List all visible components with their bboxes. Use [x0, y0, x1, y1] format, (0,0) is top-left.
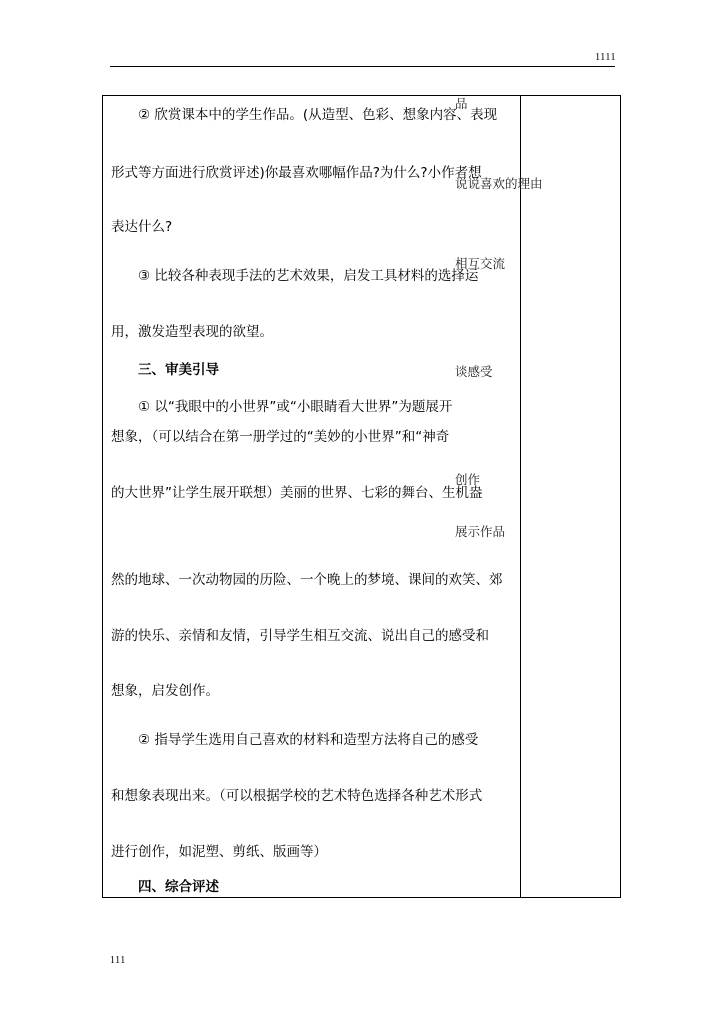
footer-page-number: 111 — [110, 955, 126, 966]
content-line: 想象，启发创作。 — [111, 683, 219, 699]
content-line: 游的快乐、亲情和友情，引导学生相互交流、说出自己的感受和 — [111, 628, 489, 644]
content-line: ② 指导学生选用自己喜欢的材料和造型方法将自己的感受 — [138, 732, 479, 748]
content-line: 的大世界”让学生展开联想）美丽的世界、七彩的舞台、生机盎 — [111, 485, 483, 501]
content-line: 想象，（可以结合在第一册学过的“美妙的小世界”和“神奇 — [111, 429, 450, 445]
note-item: 品 — [455, 96, 468, 111]
column-divider — [520, 96, 521, 897]
content-line: 形式等方面进行欣赏评述)你最喜欢哪幅作品?为什么?小作者想 — [111, 165, 482, 181]
content-line: ③ 比较各种表现手法的艺术效果，启发工具材料的选择运 — [138, 268, 479, 284]
note-item: 创作 — [455, 472, 481, 487]
header-page-number: 1111 — [595, 52, 616, 63]
section-heading: 四、综合评述 — [138, 879, 219, 895]
section-heading: 三、审美引导 — [138, 362, 219, 378]
content-line: 用，激发造型表现的欲望。 — [111, 324, 273, 340]
content-line: 然的地球、一次动物园的历险、一个晚上的梦境、课间的欢笑、郊 — [111, 572, 503, 588]
content-line: 表达什么? — [111, 219, 173, 235]
note-item: 相互交流 — [455, 256, 506, 271]
note-item: 谈感受 — [455, 364, 493, 379]
content-line: 进行创作，如泥塑、剪纸、版画等） — [111, 844, 327, 860]
note-item: 说说喜欢的理由 — [455, 176, 543, 191]
content-line: ② 欣赏课本中的学生作品。(从造型、色彩、想象内容、表现 — [138, 107, 498, 123]
content-line: 和想象表现出来。（可以根据学校的艺术特色选择各种艺术形式 — [111, 788, 483, 804]
content-line: ① 以“我眼中的小世界”或“小眼睛看大世界”为题展开 — [138, 399, 453, 415]
note-item: 展示作品 — [455, 524, 506, 539]
lesson-table — [102, 95, 621, 898]
header-rule — [110, 66, 615, 67]
